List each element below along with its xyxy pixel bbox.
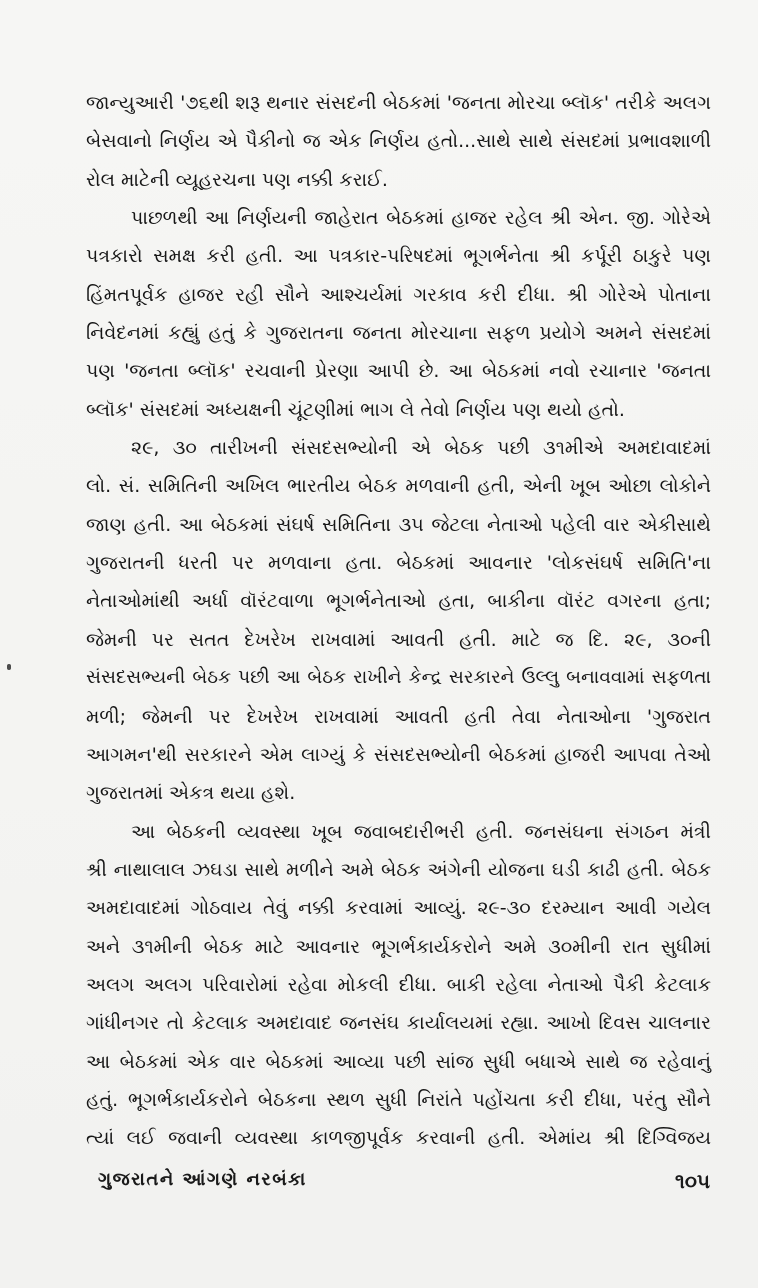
- text-line: હિંમતપૂર્વક હાજર રહી સૌને આશ્ચર્યમાં ગરકાવ કરી દીધા. શ્રી ગોરેએ પોતાના: [86, 283, 711, 306]
- text-line: અને ૩૧મીની બેઠક માટે આવનાર ભૂગર્ભકાર્યકરોને અમે ૩૦મીની રાત સુધીમાં: [86, 935, 711, 958]
- text-line: આગમન'થી સરકારને એમ લાગ્યું કે સંસદસભ્યોની બેઠકમાં હાજરી આપવા તેઓ: [86, 743, 711, 766]
- text-line: પણ 'જનતા બ્લૉક' રચવાની પ્રેરણા આપી છે. આ બેઠકમાં નવો રચાનાર 'જનતા: [86, 360, 711, 383]
- text-line: આ બેઠકમાં એક વાર બેઠકમાં આવ્યા પછી સાંજ સુધી બધાએ સાથે જ રહેવાનું: [86, 1050, 711, 1073]
- text-line: બ્લૉક' સંસદમાં અધ્યક્ષની ચૂંટણીમાં ભાગ લે તેવો નિર્ણય પણ થયો હતો.: [86, 398, 625, 421]
- text-line: અમદાવાદમાં ગોઠવાય તેવું નક્કી કરવામાં આવ્યું. ૨૯-૩૦ દરમ્યાન આવી ગયેલ: [86, 897, 711, 920]
- book-title: ગુજરાતને આંગણે નરબંકા: [98, 1169, 307, 1190]
- text-line: બેસવાનો નિર્ણય એ પૈકીનો જ એક નિર્ણય હતો...સાથે સાથે સંસદમાં પ્રભાવશાળી: [86, 130, 711, 153]
- text-line: ત્યાં લઈ જવાની વ્યવસ્થા કાળજીપૂર્વક કરવાની હતી. એમાંય શ્રી દિગ્વિજય: [86, 1127, 711, 1150]
- ink-speck: [7, 664, 11, 670]
- text-line: જાણ હતી. આ બેઠકમાં સંઘર્ષ સમિતિના ૩૫ જેટલા નેતાઓ પહેલી વાર એકીસાથે: [86, 513, 711, 536]
- page-footer: [98, 1169, 710, 1199]
- text-line: રોલ માટેની વ્યૂહરચના પણ નક્કી કરાઈ.: [86, 168, 388, 191]
- text-line: હતું. ભૂગર્ભકાર્યકરોને બેઠકના સ્થળ સુધી નિરાંતે પહોંચતા કરી દીધા, પરંતુ સૌને: [86, 1088, 711, 1111]
- paragraph-4: [86, 813, 711, 1158]
- body-text: [86, 84, 711, 1158]
- paragraph-3: [86, 429, 711, 812]
- text-line: મળી; જેમની પર દેખરેખ રાખવામાં આવતી હતી તેવા નેતાઓના 'ગુજરાત: [86, 705, 711, 728]
- text-line: ગુજરાતની ધરતી પર મળવાના હતા. બેઠકમાં આવનાર 'લોકસંઘર્ષ સમિતિ'ના: [86, 552, 711, 575]
- text-line: જેમની પર સતત દેખરેખ રાખવામાં આવતી હતી. માટે જ દિ. ૨૯, ૩૦ની: [86, 628, 711, 651]
- text-line: અલગ અલગ પરિવારોમાં રહેવા મોકલી દીધા. બાકી રહેલા નેતાઓ પૈકી કેટલાક: [86, 973, 711, 996]
- page-number: ૧૦૫: [675, 1169, 710, 1193]
- text-line: શ્રી નાથાલાલ ઝઘડા સાથે મળીને અમે બેઠક અંગેની યોજના ઘડી કાઢી હતી. બેઠક: [86, 858, 711, 881]
- text-line: ૨૯, ૩૦ તારીખની સંસદસભ્યોની એ બેઠક પછી ૩૧મીએ અમદાવાદમાં: [131, 437, 711, 460]
- text-line: નિવેદનમાં કહ્યું હતું કે ગુજરાતના જનતા મોરચાના સફળ પ્રયોગે અમને સંસદમાં: [86, 322, 711, 345]
- text-line: આ બેઠકની વ્યવસ્થા ખૂબ જવાબદારીભરી હતી. જનસંઘના સંગઠન મંત્રી: [131, 820, 711, 843]
- text-line: પત્રકારો સમક્ષ કરી હતી. આ પત્રકાર-પરિષદમાં ભૂગર્ભનેતા શ્રી કર્પૂરી ઠાકુરે પણ: [86, 245, 711, 268]
- text-line: પાછળથી આ નિર્ણયની જાહેરાત બેઠકમાં હાજર રહેલ શ્રી એન. જી. ગોરેએ: [131, 207, 711, 230]
- text-line: જાન્યુઆરી '૭૬થી શરૂ થનાર સંસદની બેઠકમાં 'જનતા મોરચા બ્લૉક' તરીકે અલગ: [86, 92, 711, 114]
- text-line: સંસદસભ્યની બેઠક પછી આ બેઠક રાખીને કેન્દ્ર સરકારને ઉલ્લુ બનાવવામાં સફળતા: [86, 667, 711, 689]
- paragraph-1: [86, 84, 711, 199]
- paragraph-2: [86, 199, 711, 429]
- text-line: ગાંધીનગર તો કેટલાક અમદાવાદ જનસંઘ કાર્યાલયમાં રહ્યા. આખો દિવસ ચાલનાર: [86, 1012, 711, 1035]
- text-line: નેતાઓમાંથી અર્ધા વૉરંટવાળા ભૂગર્ભનેતાઓ હતા, બાકીના વૉરંટ વગરના હતા;: [86, 590, 711, 613]
- text-line: લો. સં. સમિતિની અખિલ ભારતીય બેઠક મળવાની હતી, એની ખૂબ ઓછા લોકોને: [86, 475, 711, 498]
- text-line: ગુજરાતમાં એકત્ર થયા હશે.: [86, 782, 296, 805]
